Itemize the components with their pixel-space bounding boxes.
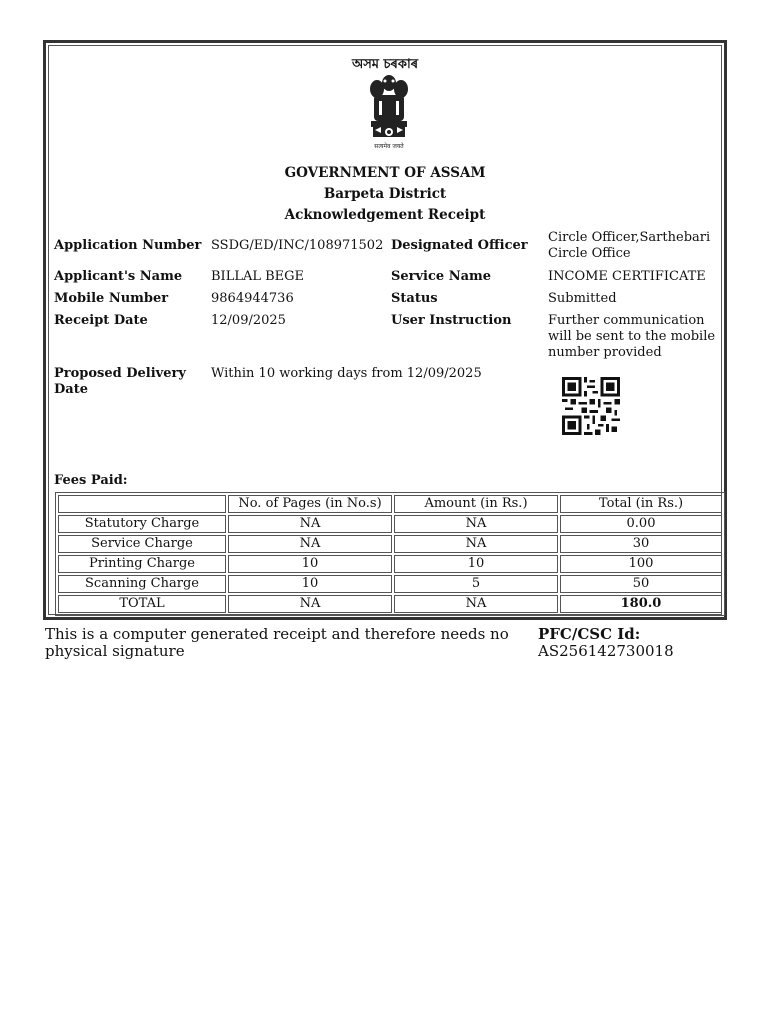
assamese-header: অসম চৰকাৰ [351,57,419,72]
applicant-name-value: BILLAL BEGE [211,269,305,284]
receipt-title: Acknowledgement Receipt [284,207,486,223]
fees-cell: Statutory Charge [58,515,226,533]
fees-cell: NA [228,535,392,553]
fees-cell: 10 [394,555,558,573]
fees-cell: NA [394,595,558,613]
pfc-csc-block [538,626,674,660]
fees-cell: TOTAL [58,595,226,613]
fees-cell: Service Charge [58,535,226,553]
title-block [46,163,724,226]
table-row [58,575,722,593]
fees-header-row [58,495,722,513]
table-row [58,555,722,573]
fees-header-cell: Amount (in Rs.) [394,495,558,513]
fees-table [55,492,725,616]
fees-header-cell: Total (in Rs.) [560,495,722,513]
fees-header-cell: No. of Pages (in No.s) [228,495,392,513]
service-name-label: Service Name [391,269,492,284]
fees-cell: 0.00 [560,515,722,533]
computer-generated-note: This is a computer generated receipt and therefore needs no physical signature [45,625,509,660]
delivery-date-label: Proposed Delivery Date [54,366,186,397]
mobile-number-value: 9864944736 [211,291,294,306]
receipt-date-value: 12/09/2025 [211,313,286,328]
mobile-number-label: Mobile Number [54,291,169,306]
user-instruction-value: Further communication will be sent to the mobile number provided [548,313,716,360]
emblem-motto: सत्यमेव जयते [374,143,404,150]
receipt-frame [43,40,727,620]
fees-cell: Scanning Charge [58,575,226,593]
fees-cell: 100 [560,555,722,573]
fees-cell: NA [394,535,558,553]
fees-cell: NA [394,515,558,533]
fees-cell: 5 [394,575,558,593]
fees-header-cell [58,495,226,513]
fees-cell: 50 [560,575,722,593]
fees-total-cell: 180.0 [560,595,722,613]
fees-cell: 10 [228,555,392,573]
status-label: Status [391,291,438,306]
receipt-date-label: Receipt Date [54,313,148,328]
fees-cell: NA [228,515,392,533]
government-title: GOVERNMENT OF ASSAM [284,165,486,181]
designated-officer-value: Circle Officer,Sarthebari Circle Office [548,230,711,261]
qr-code-icon [562,377,620,435]
delivery-date-value: Within 10 working days from 12/09/2025 [211,366,482,381]
fees-cell: NA [228,595,392,613]
application-number-label: Application Number [54,238,202,253]
table-row-total [58,595,722,613]
state-emblem-icon [365,71,413,151]
fees-cell: 30 [560,535,722,553]
pfc-csc-id: AS256142730018 [538,642,674,660]
district-title: Barpeta District [323,186,447,202]
fees-cell: 10 [228,575,392,593]
fees-paid-label: Fees Paid: [54,473,128,488]
designated-officer-label: Designated Officer [391,238,528,253]
fees-cell: Printing Charge [58,555,226,573]
status-value: Submitted [548,291,617,306]
pfc-csc-label: PFC/CSC Id: [538,625,641,643]
user-instruction-label: User Instruction [391,313,512,328]
application-number-value: SSDG/ED/INC/108971502 [211,238,384,253]
table-row [58,515,722,533]
table-row [58,535,722,553]
applicant-name-label: Applicant's Name [54,269,183,284]
service-name-value: INCOME CERTIFICATE [548,269,706,284]
